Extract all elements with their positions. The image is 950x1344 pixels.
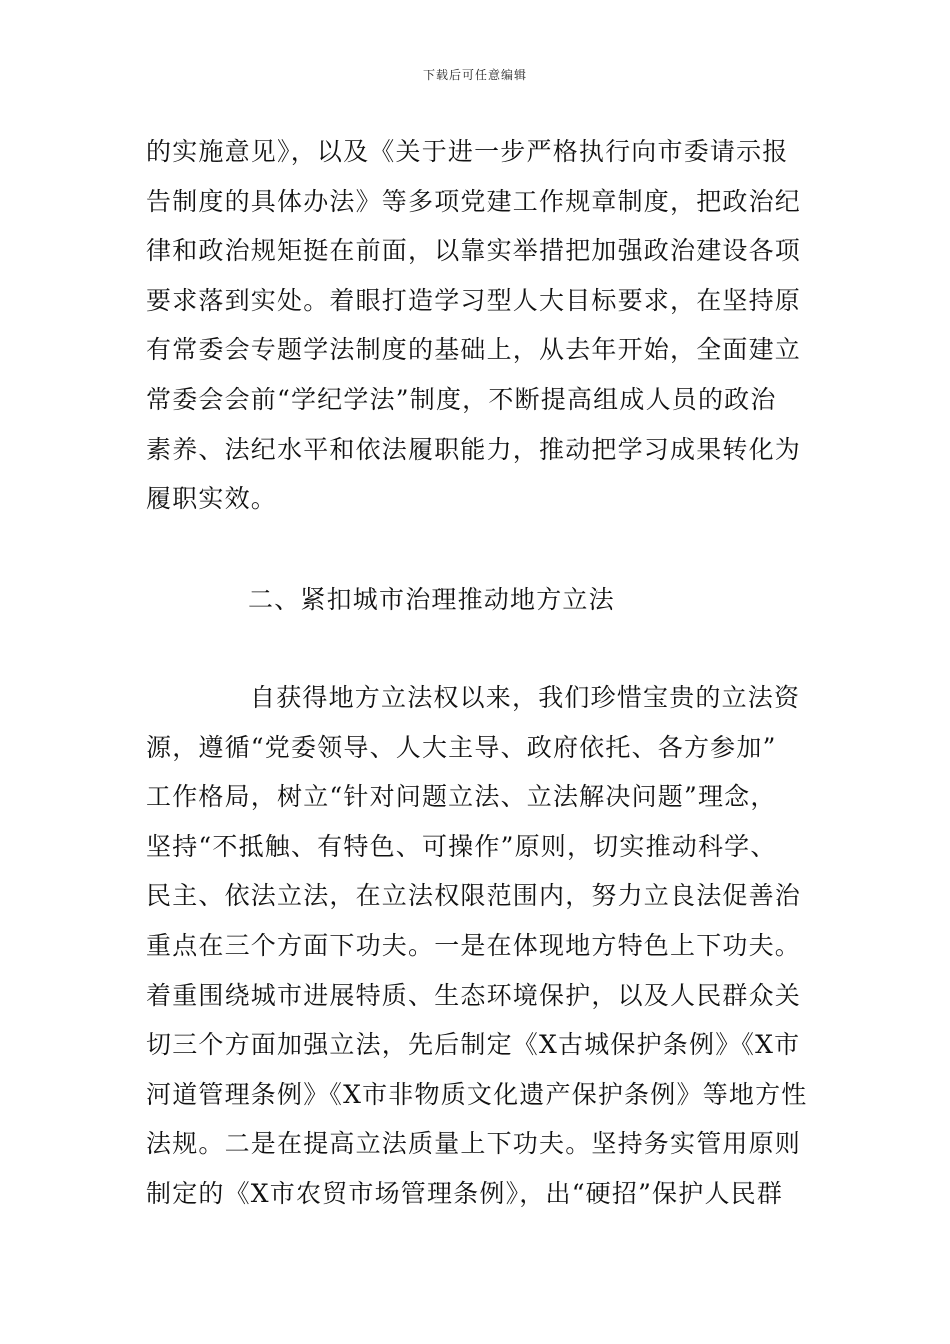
paragraph-line: 坚持“不抵触、有特色、可操作”原则，切实推动科学、 (146, 831, 777, 861)
paragraph-line: 法规。二是在提高立法质量上下功夫。坚持务实管用原则 (146, 1129, 802, 1159)
paragraph-line: 自获得地方立法权以来，我们珍惜宝贵的立法资 (250, 683, 801, 712)
page-header: 下载后可任意编辑 (422, 68, 527, 82)
paragraph-line: 素养、法纪水平和依法履职能力，推动把学习成果转化为 (146, 434, 802, 464)
paragraph-1 (146, 127, 816, 524)
paragraph-line: 切三个方面加强立法，先后制定《X古城保护条例》《X市 (146, 1030, 801, 1060)
paragraph-line: 有常委会专题学法制度的基础上，从去年开始，全面建立 (146, 335, 802, 365)
paragraph-line: 告制度的具体办法》等多项党建工作规章制度，把政治纪 (146, 186, 802, 216)
paragraph-line: 履职实效。 (146, 484, 278, 514)
paragraph-2 (146, 673, 816, 1219)
paragraph-line: 民主、依法立法，在立法权限范围内，努力立良法促善治 (146, 881, 802, 911)
paragraph-line: 制定的《X市农贸市场管理条例》，出“硬招”保护人民群 (146, 1178, 784, 1208)
paragraph-line: 的实施意见》，以及《关于进一步严格执行向市委请示报 (146, 137, 789, 166)
paragraph-line: 河道管理条例》《X市非物质文化遗产保护条例》等地方性 (146, 1079, 808, 1109)
paragraph-line: 常委会会前“学纪学法”制度，不断提高组成人员的政治 (146, 384, 777, 414)
paragraph-line: 着重围绕城市进展特质、生态环境保护，以及人民群众关 (146, 980, 802, 1010)
paragraph-line: 律和政治规矩挺在前面，以靠实举措把加强政治建设各项 (146, 236, 802, 266)
paragraph-line: 要求落到实处。着眼打造学习型人大目标要求，在坚持原 (146, 285, 802, 315)
paragraph-line: 源，遵循“党委领导、人大主导、政府依托、各方参加” (146, 732, 777, 762)
section-heading: 二、紧扣城市治理推动地方立法 (248, 585, 615, 614)
paragraph-line: 工作格局，树立“针对问题立法、立法解决问题”理念， (146, 782, 777, 812)
paragraph-line: 重点在三个方面下功夫。一是在体现地方特色上下功夫。 (146, 930, 802, 960)
